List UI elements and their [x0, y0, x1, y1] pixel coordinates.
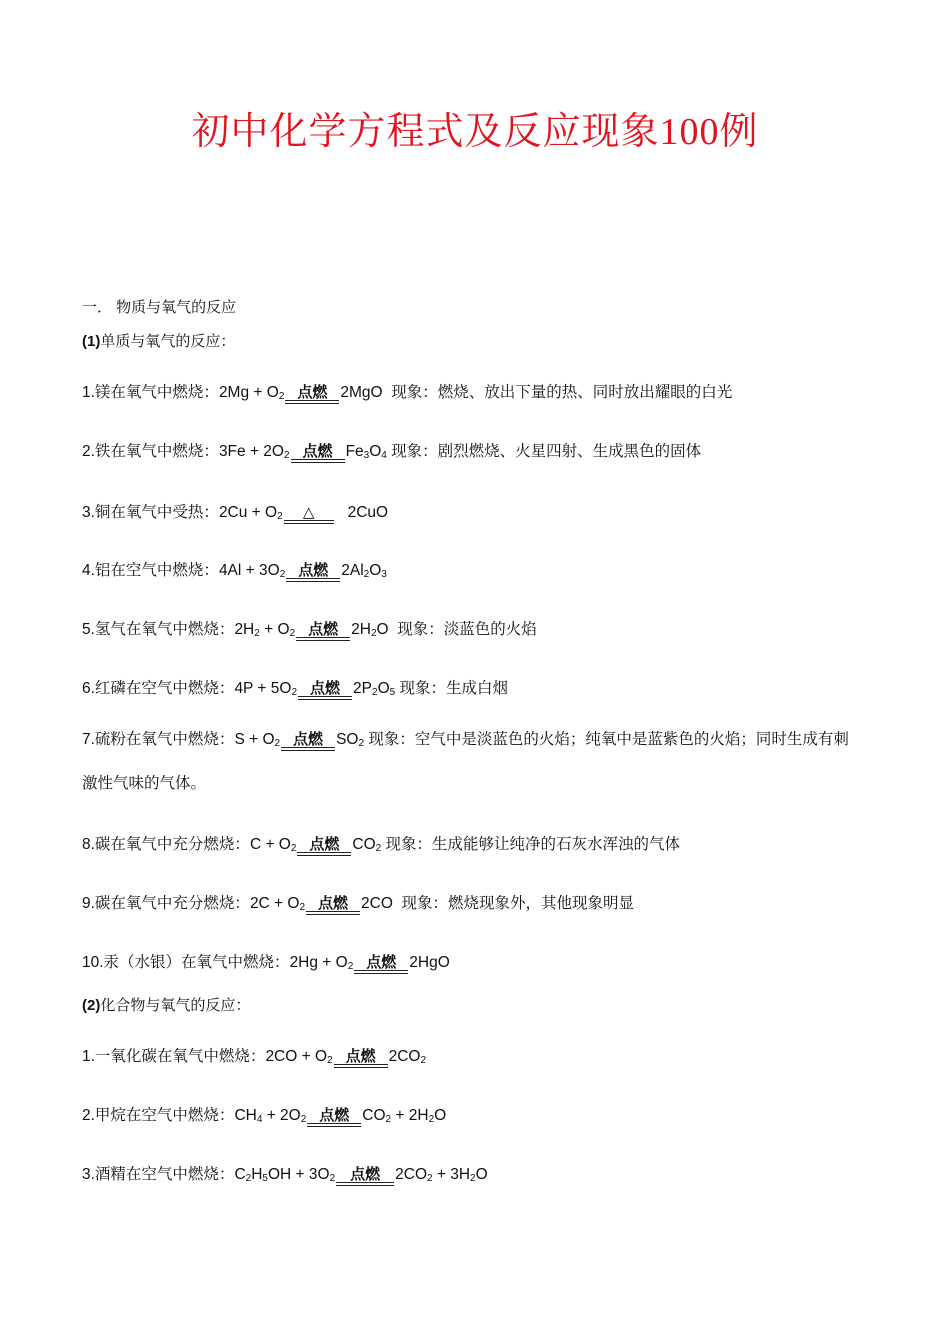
- subscript: 2: [420, 1055, 427, 1066]
- reaction-label: 2.铁在氧气中燃烧：: [82, 443, 219, 460]
- products: + 3H: [432, 1166, 471, 1183]
- subscript: 2: [254, 628, 260, 639]
- reaction-label: 3.酒精在空气中燃烧：: [82, 1166, 235, 1183]
- products: CO: [352, 836, 376, 853]
- subscript: 3: [363, 450, 370, 461]
- compound-reaction-3: [82, 1164, 488, 1186]
- condition-label: 点燃: [297, 384, 328, 401]
- reaction-arrow: [307, 1105, 361, 1127]
- reaction-2: [82, 441, 701, 463]
- condition-label: 点燃: [302, 443, 333, 460]
- reaction-9: [82, 893, 634, 915]
- condition-label: 点燃: [319, 1107, 350, 1124]
- section-heading-text: 一． 物质与氧气的反应: [82, 299, 237, 316]
- reactants: 2CO + O: [265, 1048, 328, 1065]
- subscript: 2: [427, 1173, 433, 1184]
- reaction-arrow: [286, 560, 340, 582]
- phenomenon-note: 现象：燃烧、放出下量的热、同时放出耀眼的白光: [391, 384, 733, 401]
- products: O: [377, 680, 390, 697]
- reactants: CH: [234, 1107, 257, 1124]
- reactants: OH + 3O: [267, 1166, 330, 1183]
- subscript: 3: [381, 569, 387, 580]
- products: SO: [336, 731, 359, 748]
- subscript: 4: [256, 1114, 263, 1125]
- subsection-text: 化合物与氧气的反应：: [100, 997, 251, 1014]
- reaction-arrow: [298, 678, 352, 700]
- reaction-4: [82, 560, 387, 582]
- subscript: 2: [289, 628, 296, 639]
- reaction-5: [82, 619, 537, 641]
- reaction-label: 9.碳在氧气中充分燃烧：: [82, 895, 250, 912]
- reaction-label: 6.红磷在空气中燃烧：: [82, 680, 235, 697]
- reaction-10: [82, 952, 450, 974]
- phenomenon-note: 现象：生成白烟: [399, 680, 509, 697]
- reaction-7: [82, 718, 857, 806]
- subscript: 2: [372, 687, 378, 698]
- products: CO: [362, 1107, 386, 1124]
- products: O: [376, 621, 389, 638]
- reactants: 2C + O: [249, 895, 300, 912]
- compound-reaction-1: [82, 1046, 426, 1068]
- phenomenon-note: 现象：燃烧现象外，其他现象明显: [401, 895, 635, 912]
- reactants: 3Fe + 2O: [218, 443, 284, 460]
- subscript: 2: [299, 902, 306, 913]
- condition-label: 点燃: [345, 1048, 376, 1065]
- reactants: + O: [259, 621, 290, 638]
- subsection-text: 单质与氧气的反应：: [100, 333, 236, 350]
- products: 2HgO: [409, 954, 450, 971]
- page-title: 初中化学方程式及反应现象100例: [191, 111, 759, 153]
- subscript: 2: [428, 1114, 435, 1125]
- products: 2CuO: [347, 504, 389, 521]
- subscript: 2: [375, 843, 382, 854]
- section-heading: [82, 298, 236, 318]
- reactants: 4P + 5O: [234, 680, 292, 697]
- reaction-arrow: [285, 382, 339, 404]
- reaction-label: 4.铝在空气中燃烧：: [82, 562, 219, 579]
- products: 2MgO: [340, 384, 383, 401]
- reaction-arrow: [297, 834, 351, 856]
- reaction-arrow: [284, 502, 334, 524]
- reaction-label: 7.硫粉在氧气中燃烧：: [82, 731, 235, 748]
- condition-label: 点燃: [366, 954, 397, 971]
- reaction-arrow: [334, 1046, 388, 1068]
- phenomenon-note: 现象：淡蓝色的火焰: [397, 621, 537, 638]
- condition-label: 点燃: [350, 1166, 381, 1183]
- reactants: 2H: [234, 621, 255, 638]
- products: 2CO: [395, 1166, 427, 1183]
- subscript: 2: [347, 961, 354, 972]
- reactants: 2Cu + O: [218, 504, 278, 521]
- products: 2CO: [361, 895, 393, 912]
- reaction-8: [82, 834, 680, 856]
- reaction-1: [82, 382, 732, 404]
- subscript: 2: [358, 738, 365, 749]
- products: 2CO: [388, 1048, 421, 1065]
- products: + 2H: [391, 1107, 429, 1124]
- reaction-label: 1.镁在氧气中燃烧：: [82, 384, 219, 401]
- subsection-number: (1): [82, 333, 101, 350]
- reaction-label: 3.铜在氧气中受热：: [82, 504, 219, 521]
- products: Fe: [345, 443, 364, 460]
- phenomenon-note: 现象：生成能够让纯净的石灰水浑浊的气体: [385, 836, 681, 853]
- products: O: [369, 562, 382, 579]
- subscript: 2: [370, 628, 377, 639]
- reactants: 2Mg + O: [218, 384, 279, 401]
- phenomenon-note: 现象：剧烈燃烧、火星四射、生成黑色的固体: [391, 443, 702, 460]
- subsection-heading-1: [82, 332, 235, 352]
- reactants: C: [234, 1166, 246, 1183]
- products: O: [369, 443, 382, 460]
- products: O: [434, 1107, 447, 1124]
- reactants: H: [251, 1166, 263, 1183]
- subscript: 5: [262, 1173, 268, 1184]
- phenomenon-note: 现象：空气中是淡蓝色的火焰；纯氧中是蓝紫色的火焰；同时生成有刺激性气味的气体。: [82, 731, 849, 792]
- reactants: C + O: [249, 836, 291, 853]
- condition-label: 点燃: [318, 895, 349, 912]
- reaction-arrow: [306, 893, 360, 915]
- reaction-3: [82, 502, 388, 524]
- subscript: 2: [327, 1055, 333, 1066]
- reaction-label: 10.汞（水银）在氧气中燃烧：: [82, 954, 290, 971]
- subscript: 2: [329, 1173, 336, 1184]
- subscript: 2: [245, 1173, 252, 1184]
- reaction-arrow: [296, 619, 350, 641]
- reaction-label: 2.甲烷在空气中燃烧：: [82, 1107, 235, 1124]
- condition-label: 点燃: [310, 680, 341, 697]
- reactants: 4Al + 3O: [218, 562, 280, 579]
- reaction-arrow: [291, 441, 345, 463]
- reaction-label: 5.氢气在氧气中燃烧：: [82, 621, 235, 638]
- subscript: 4: [381, 450, 387, 461]
- subscript: 2: [278, 391, 285, 402]
- subscript: 2: [291, 687, 298, 698]
- subscript: 2: [363, 569, 370, 580]
- products: 2Al: [341, 562, 364, 579]
- subscript: 2: [385, 1114, 392, 1125]
- reaction-arrow: [354, 952, 408, 974]
- products: 2P: [353, 680, 372, 697]
- subscript: 2: [284, 450, 290, 461]
- subscript: 2: [279, 569, 286, 580]
- reaction-arrow: [336, 1164, 394, 1186]
- subscript: 2: [290, 843, 297, 854]
- products: 2H: [351, 621, 371, 638]
- condition-label: 点燃: [308, 621, 339, 638]
- reaction-label: 1.一氧化碳在氧气中燃烧：: [82, 1048, 266, 1065]
- reactants: + 2O: [262, 1107, 301, 1124]
- subscript: 2: [277, 511, 283, 522]
- subscript: 2: [300, 1114, 307, 1125]
- subsection-heading-2: [82, 996, 250, 1016]
- heat-icon: △: [302, 504, 315, 521]
- condition-label: 点燃: [298, 562, 329, 579]
- reactants: S + O: [234, 731, 275, 748]
- condition-label: 点燃: [309, 836, 340, 853]
- subsection-number: (2): [82, 997, 101, 1014]
- compound-reaction-2: [82, 1105, 446, 1127]
- reaction-6: [82, 678, 508, 700]
- subscript: 2: [470, 1173, 476, 1184]
- subscript: 2: [274, 738, 281, 749]
- reaction-arrow: [281, 729, 335, 751]
- reaction-label: 8.碳在氧气中充分燃烧：: [82, 836, 250, 853]
- reactants: 2Hg + O: [289, 954, 348, 971]
- subscript: 5: [389, 687, 396, 698]
- condition-label: 点燃: [293, 731, 324, 748]
- products: O: [475, 1166, 488, 1183]
